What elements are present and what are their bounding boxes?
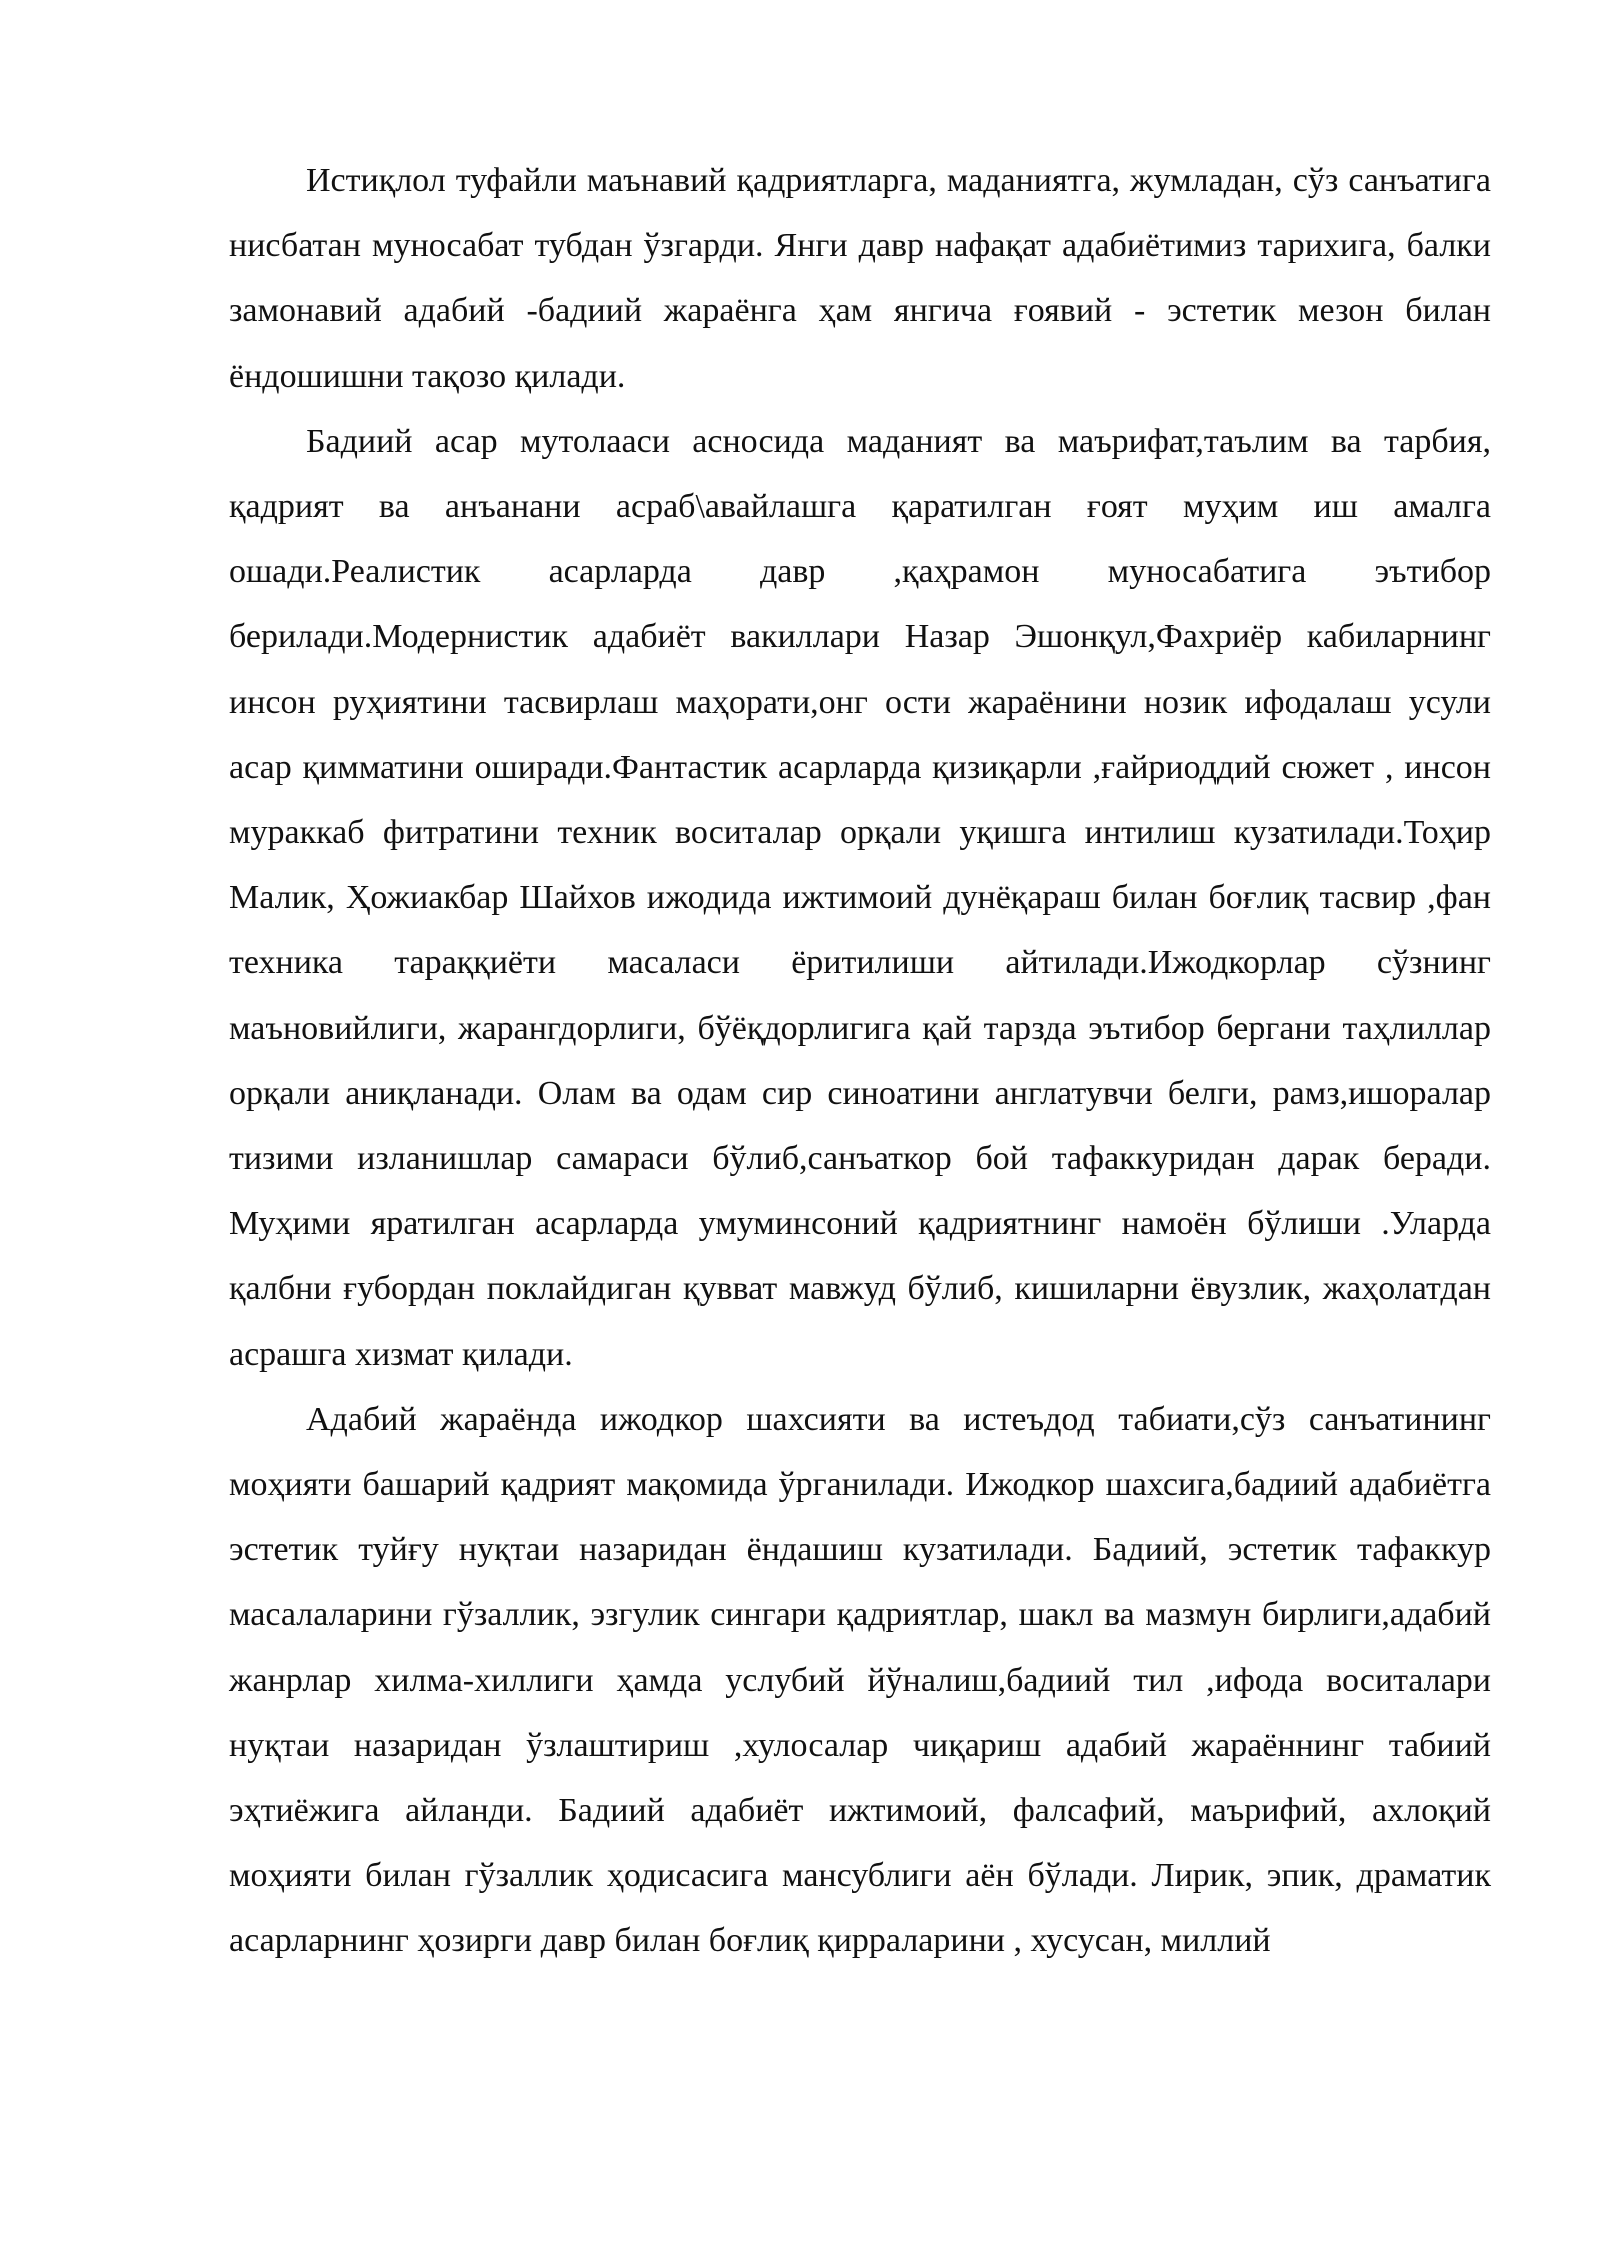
paragraph-1: Истиқлол туфайли маънавий қадриятларга, маданиятга, жумладан, сўз санъатига нисбатан муносабат тубдан ўзгарди. Янги давр нафақат адабиётимиз тарихига, балки замонавий адабий -бадиий жараёнга ҳам янгича ғоявий - эстетик мезон билан ёндошишни тақозо қилади.: [229, 162, 1491, 395]
document-body: [229, 148, 1491, 1974]
paragraph-3: Адабий жараёнда ижодкор шахсияти ва истеъдод табиати,сўз санъатининг моҳияти башарий қадрият мақомида ўрганилади. Ижодкор шахсига,бадиий адабиётга эстетик туйғу нуқтаи назаридан ёндашиш кузатилади. Бадиий, эстетик тафаккур масалаларини гўзаллик, эзгулик сингари қадриятлар, шакл ва мазмун бирлиги,адабий жанрлар хилма-хиллиги ҳамда услубий йўналиш,бадиий тил ,ифода воситалари нуқтаи назаридан ўзлаштириш ,хулосалар чиқариш адабий жараённинг табиий эҳтиёжига айланди. Бадиий адабиёт ижтимоий, фалсафий, маърифий, ахлоқий моҳияти билан гўзаллик ҳодисасига мансублиги аён бўлади. Лирик, эпик, драматик асарларнинг ҳозирги давр билан боғлиқ қирраларини , хусусан, миллий: [229, 1400, 1491, 1960]
paragraph-2: Бадиий асар мутолааси асносида маданият ва маърифат,таълим ва тарбия, қадрият ва анъанани асраб\авайлашга қаратилган ғоят муҳим иш амалга ошади.Реалистик асарларда давр ,қаҳрамон муносабатига эътибор берилади.Модернистик адабиёт вакиллари Назар Эшонқул,Фахриёр кабиларнинг инсон руҳиятини тасвирлаш маҳорати,онг ости жараёнини нозик ифодалаш усули асар қимматини оширади.Фантастик асарларда қизиқарли ,ғайриоддий сюжет , инсон мураккаб фитратини техник воситалар орқали уқишга интилиш кузатилади.Тоҳир Малик, Ҳожиакбар Шайхов ижодида ижтимоий дунёқараш билан боғлиқ тасвир ,фан техника тараққиёти масаласи ёритилиши айтилади.Ижодкорлар сўзнинг маъновийлиги, жарангдорлиги, бўёқдорлигига қай тарзда эътибор бергани таҳлиллар орқали аниқланади. Олам ва одам сир синоатини англатувчи белги, рамз,ишоралар тизими изланишлар самараси бўлиб,санъаткор бой тафаккуридан дарак беради. Муҳими яратилган асарларда умуминсоний қадриятнинг намоён бўлиши .Уларда қалбни ғубордан поклайдиган қувват мавжуд бўлиб, кишиларни ёвузлик, жаҳолатдан асрашга хизмат қилади.: [229, 422, 1491, 1373]
